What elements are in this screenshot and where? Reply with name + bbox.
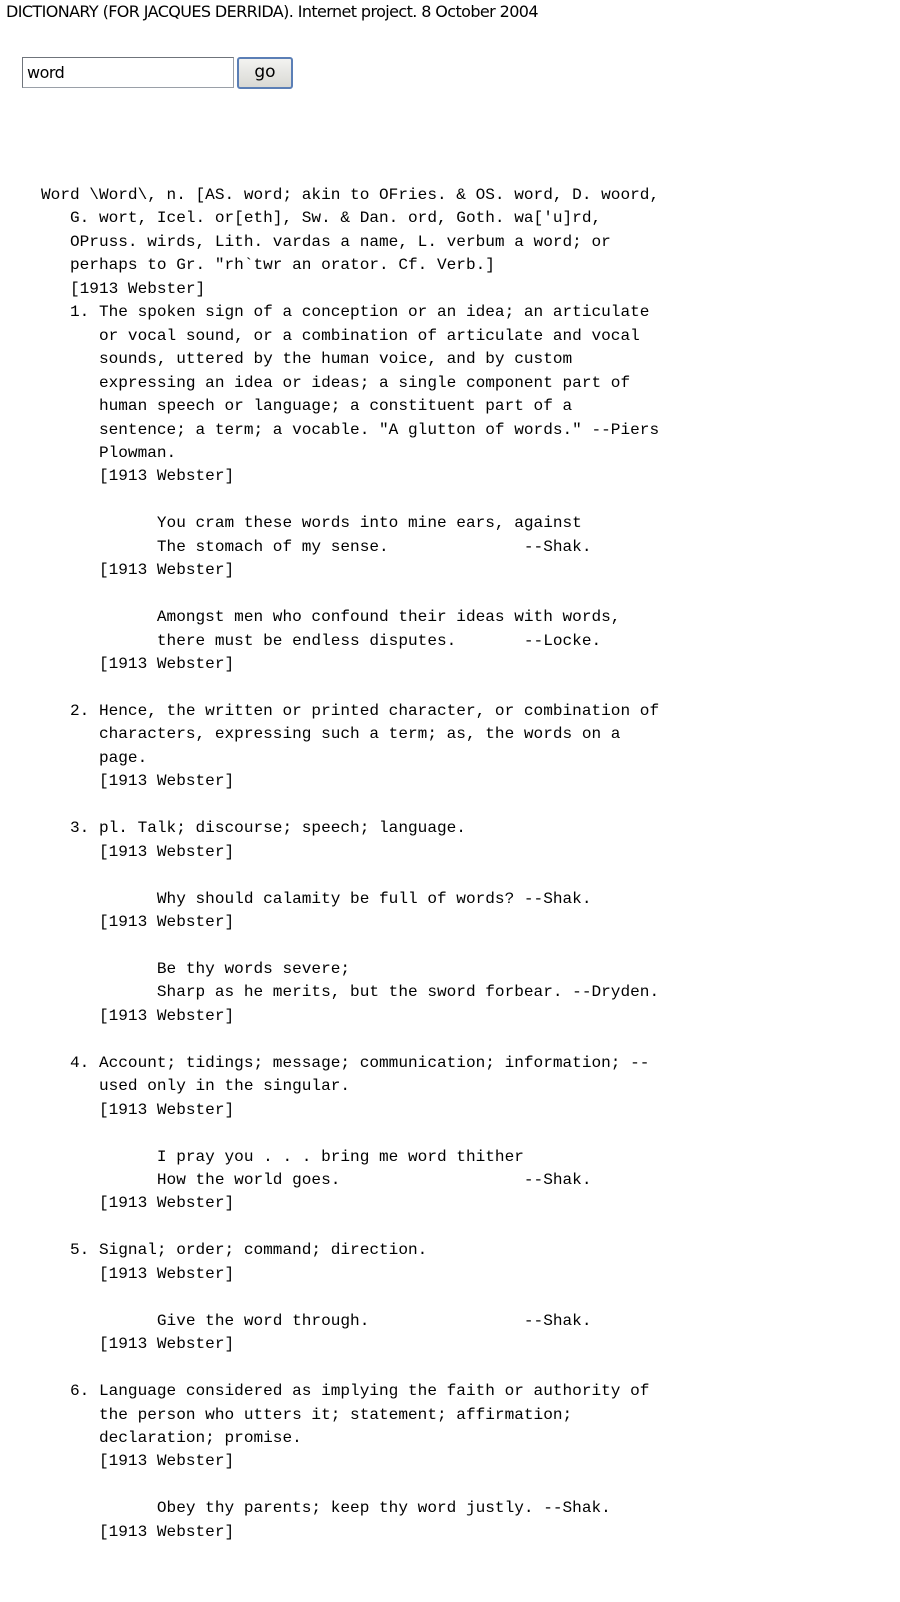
definition-entry: Word \Word\, n. [AS. word; akin to OFries. & OS. word, D. woord, G. wort, Icel. or[eth], Sw. & Dan. ord, Goth. wa['u]rd, OPruss. wirds, Lith. vardas a name, L. verbum a word; or perhaps to Gr. "rh`twr an orator. Cf. Verb.] [1913 Webster] 1. The spoken sign of a conception or an idea; an articulate or vocal sound, or a combination of articulate and vocal sounds, uttered by the human voice, and by custom expressing an idea or ideas; a single component part of human speech or language; a constituent part of a sentence; a term; a vocable. "A glutton of words." --Piers Plowman. [1913 Webster] You cram these words into mine ears, against The stomach of my sense. --Shak. [1913 Webster] Amongst men who confound their ideas with words, there must be endless disputes. --Locke. [1913 Webster] 2. Hence, the written or printed character, or combination of characters, expressing such a term; as, the words on a page. [1913 Webster] 3. pl. Talk; discourse; speech; language. [1913 Webster] Why should calamity be full of words? --Shak. [1913 Webster] Be thy words severe; Sharp as he merits, but the sword forbear. --Dryden. [1913 Webster] 4. Account; tidings; message; communication; information; -- used only in the singular. [1913 Webster] I pray you . . . bring me word thither How the world goes. --Shak. [1913 Webster] 5. Signal; order; command; direction. [1913 Webster] Give the word through. --Shak. [1913 Webster] 6. Language considered as implying the faith or authority of the person who utters it; statement; affirmation; declaration; promise. [1913 Webster] Obey thy parents; keep thy word justly. --Shak. [1913 Webster] [41,186,660,1541]
page-title: DICTIONARY (FOR JACQUES DERRIDA). Internet project. 8 October 2004 [6,2,538,21]
go-button[interactable]: go [237,57,293,89]
search-input[interactable] [22,57,234,88]
